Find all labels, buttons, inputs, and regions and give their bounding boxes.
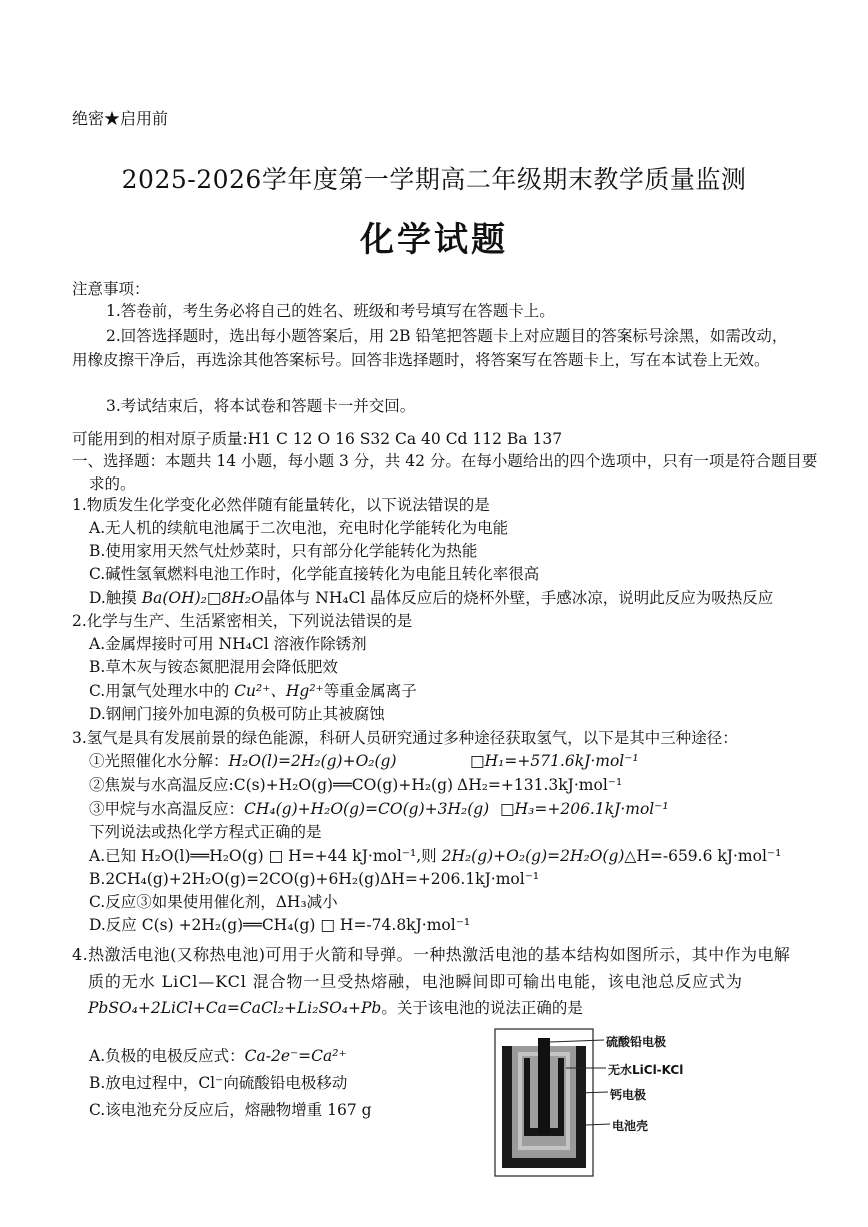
option-a-suffix: △H=-659.6 kJ·mol⁻¹	[624, 847, 782, 865]
label-battery-shell: 电池壳	[612, 1119, 649, 1133]
route-1-label: ①光照催化水分解：	[89, 752, 229, 770]
route-3-equation: CH₄(g)+H₂O(g)=CO(g)+3H₂(g)	[244, 800, 490, 818]
option-a-prefix: A.负极的电极反应式：	[89, 1047, 245, 1065]
question-4-stem-line-2: 质的无水 LiCl—KCl 混合物一旦受热熔融，电池瞬间即可输出电能，该电池总反应式为	[88, 972, 743, 991]
question-4-stem-line-1: 4.热激活电池(又称热电池)可用于火箭和导弹。一种热激活电池的基本结构如图所示，其中作为电解	[72, 945, 791, 964]
question-1-option-b: B.使用家用天然气灶炒菜时，只有部分化学能转化为热能	[89, 542, 478, 560]
notice-item-2: 2.回答选择题时，选出每小题答案后，用 2B 铅笔把答题卡上对应题目的答案标号涂黑，如需改动，用橡皮擦干净后，再选涂其他答案标号。回答非选择题时，将答案写在答题卡上，写在本试卷上无效。	[72, 327, 788, 369]
metal-ions: Cu²⁺、Hg²⁺	[234, 682, 324, 700]
question-1-stem: 1.物质发生化学变化必然伴随有能量转化，以下说法错误的是	[72, 496, 490, 514]
route-2-equation: C(s)+H₂O(g)══CO(g)+H₂(g)	[233, 776, 454, 794]
route-2	[89, 774, 453, 797]
option-a-equation: 2H₂(g)+O₂(g)=2H₂O(g)	[441, 847, 625, 865]
route-3-enthalpy: □H₃=+206.1kJ·mol⁻¹	[500, 800, 669, 818]
route-1-enthalpy: □H₁=+571.6kJ·mol⁻¹	[470, 752, 639, 770]
question-2-option-b: B.草木灰与铵态氮肥混用会降低肥效	[89, 658, 338, 676]
question-3-option-d: D.反应 C(s) +2H₂(g)══CH₄(g) □ H=-74.8kJ·mol⁻¹	[89, 916, 471, 934]
question-4-option-c: C.该电池充分反应后，熔融物增重 167 g	[89, 1101, 372, 1119]
question-4-option-b: B.放电过程中，Cl⁻向硫酸铅电极移动	[89, 1074, 348, 1092]
question-3-option-a	[89, 845, 781, 868]
question-3-stem: 3.氢气是具有发展前景的绿色能源，科研人员研究通过多种途径获取氢气，以下是其中三种途径：	[72, 729, 738, 747]
route-3-label: ③甲烷与水高温反应：	[89, 800, 245, 818]
label-electrolyte: 无水LiCl-KCl	[608, 1063, 684, 1077]
question-3-option-b: B.2CH₄(g)+2H₂O(g)=2CO(g)+6H₂(g)ΔH=+206.1kJ·mol⁻¹	[89, 870, 540, 888]
notice-heading: 注意事项：	[72, 280, 150, 298]
route-1-equation: H₂O(l)=2H₂(g)+O₂(g)	[228, 752, 397, 770]
subject-title: 化学试题	[360, 220, 508, 260]
route-2-label: ②焦炭与水高温反应:	[89, 776, 234, 794]
option-d-suffix: 晶体与 NH₄Cl 晶体反应后的烧杯外壁，手感冰凉，说明此反应为吸热反应	[263, 589, 774, 607]
stem-suffix: 。关于该电池的说法正确的是	[381, 999, 583, 1017]
notice-item-3: 3.考试结束后，将本试卷和答题卡一并交回。	[106, 397, 416, 415]
option-d-prefix: D.触摸	[89, 589, 142, 607]
atomic-masses: 可能用到的相对原子质量:H1 C 12 O 16 S32 Ca 40 Cd 112 Ba 137	[72, 430, 563, 448]
question-2-stem: 2.化学与生产、生活紧密相关，下列说法错误的是	[72, 612, 413, 630]
question-4-stem-line-3	[88, 997, 583, 1020]
question-4-option-a	[89, 1045, 347, 1068]
option-a-prefix: A.已知 H₂O(l)══H₂O(g) □ H=+44 kJ·mol⁻¹,则	[89, 847, 442, 865]
question-2-option-a: A.金属焊接时可用 NH₄Cl 溶液作除锈剂	[89, 635, 367, 653]
exam-title: 2025-2026学年度第一学期高二年级期末教学质量监测	[121, 165, 747, 194]
total-reaction-equation: PbSO₄+2LiCl+Ca=CaCl₂+Li₂SO₄+Pb	[88, 999, 382, 1017]
option-c-prefix: C.用氯气处理水中的	[89, 682, 235, 700]
notice-item-1: 1.答卷前，考生务必将自己的姓名、班级和考号填写在答题卡上。	[106, 302, 555, 320]
question-3-option-c: C.反应③如果使用催化剂，ΔH₃减小	[89, 893, 338, 911]
barium-hydroxide-formula: Ba(OH)₂□8H₂O	[141, 589, 264, 607]
question-2-option-c	[89, 680, 417, 703]
route-2-enthalpy: ΔH₂=+131.3kJ·mol⁻¹	[457, 776, 623, 794]
question-1-option-a: A.无人机的续航电池属于二次电池，充电时化学能转化为电能	[89, 519, 509, 537]
label-lead-sulfate-electrode: 硫酸铅电极	[606, 1035, 667, 1049]
thermal-battery-diagram	[494, 1028, 804, 1178]
question-1-option-c: C.碱性氢氧燃料电池工作时，化学能直接转化为电能且转化率很高	[89, 565, 540, 583]
section-1-heading: 一、选择题：本题共 14 小题，每小题 3 分，共 42 分。在每小题给出的四个选项中，只有一项是符合题目要求的。	[72, 452, 818, 493]
question-2-option-d: D.钢闸门接外加电源的负极可防止其被腐蚀	[89, 705, 385, 723]
confidential-mark: 绝密★启用前	[72, 109, 169, 128]
label-calcium-electrode: 钙电极	[610, 1088, 647, 1102]
question-3-question: 下列说法或热化学方程式正确的是	[89, 823, 322, 841]
route-3	[89, 798, 489, 821]
battery-structure-figure	[494, 1028, 804, 1178]
negative-electrode-equation: Ca-2e⁻=Ca²⁺	[244, 1047, 347, 1065]
route-1	[89, 750, 397, 773]
option-c-suffix: 等重金属离子	[323, 682, 417, 700]
question-1-option-d	[89, 587, 773, 610]
